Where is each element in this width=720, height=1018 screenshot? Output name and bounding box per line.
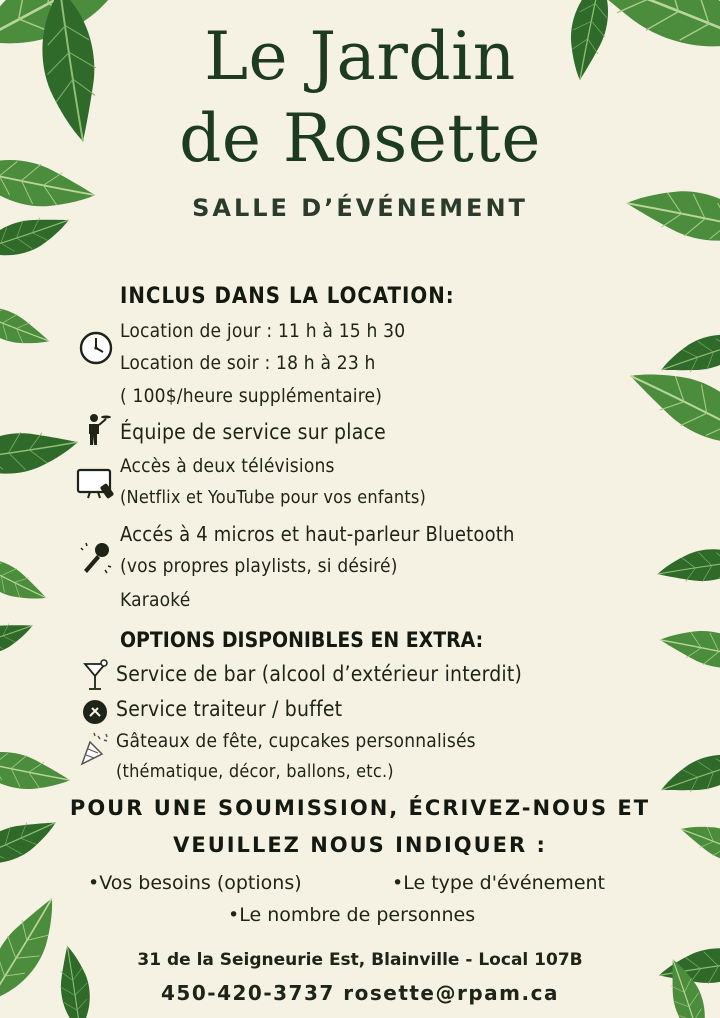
- subtitle: SALLE D’ÉVÉNEMENT: [192, 194, 528, 222]
- party-popper-icon: [78, 730, 112, 768]
- included-item-4-line-3: Karaoké: [120, 589, 191, 611]
- cocktail-icon: [82, 659, 110, 693]
- included-item-1-line-1: Location de jour : 11 h à 15 h 30: [120, 320, 406, 342]
- request-bullet-1: •Vos besoins (options): [88, 872, 302, 894]
- request-line-2: VEUILLEZ NOUS INDIQUER :: [173, 833, 547, 857]
- extras-item-3-line-2: (thématique, décor, ballons, etc.): [116, 761, 394, 782]
- extras-item-1-line-1: Service de bar (alcool d’extérieur interdit): [116, 662, 523, 686]
- microphone-icon: [78, 540, 114, 576]
- tv-icon: [76, 468, 116, 500]
- waiter-icon: [84, 410, 112, 446]
- title-line-2: de Rosette: [179, 100, 541, 177]
- extras-heading: OPTIONS DISPONIBLES EN EXTRA:: [120, 628, 484, 652]
- extras-item-3-line-1: Gâteaux de fête, cupcakes personnalisés: [116, 730, 476, 752]
- request-line-1: POUR UNE SOUMISSION, ÉCRIVEZ-NOUS ET: [69, 796, 651, 820]
- request-bullet-3: •Le nombre de personnes: [228, 904, 476, 926]
- included-item-3-line-2: (Netflix et YouTube pour vos enfants): [120, 487, 427, 508]
- included-item-1-line-3: ( 100$/heure supplémentaire): [120, 385, 383, 407]
- address: 31 de la Seigneurie Est, Blainville - Local 107B: [137, 950, 583, 970]
- included-item-4-line-2: (vos propres playlists, si désiré): [120, 555, 398, 577]
- included-heading: INCLUS DANS LA LOCATION:: [120, 284, 455, 309]
- included-item-2-line-1: Équipe de service sur place: [120, 420, 386, 444]
- extras-item-2-line-1: Service traiteur / buffet: [116, 697, 343, 721]
- request-bullet-2: •Le type d'événement: [392, 872, 605, 894]
- catering-icon: [82, 699, 108, 725]
- phone-email: 450-420-3737 rosette@rpam.ca: [161, 981, 559, 1005]
- included-item-4-line-1: Accés à 4 micros et haut-parleur Bluetooth: [120, 522, 515, 546]
- included-item-1-line-2: Location de soir : 18 h à 23 h: [120, 352, 376, 374]
- title-line-1: Le Jardin: [204, 18, 516, 95]
- clock-icon: [78, 330, 114, 366]
- included-item-3-line-1: Accès à deux télévisions: [120, 455, 335, 477]
